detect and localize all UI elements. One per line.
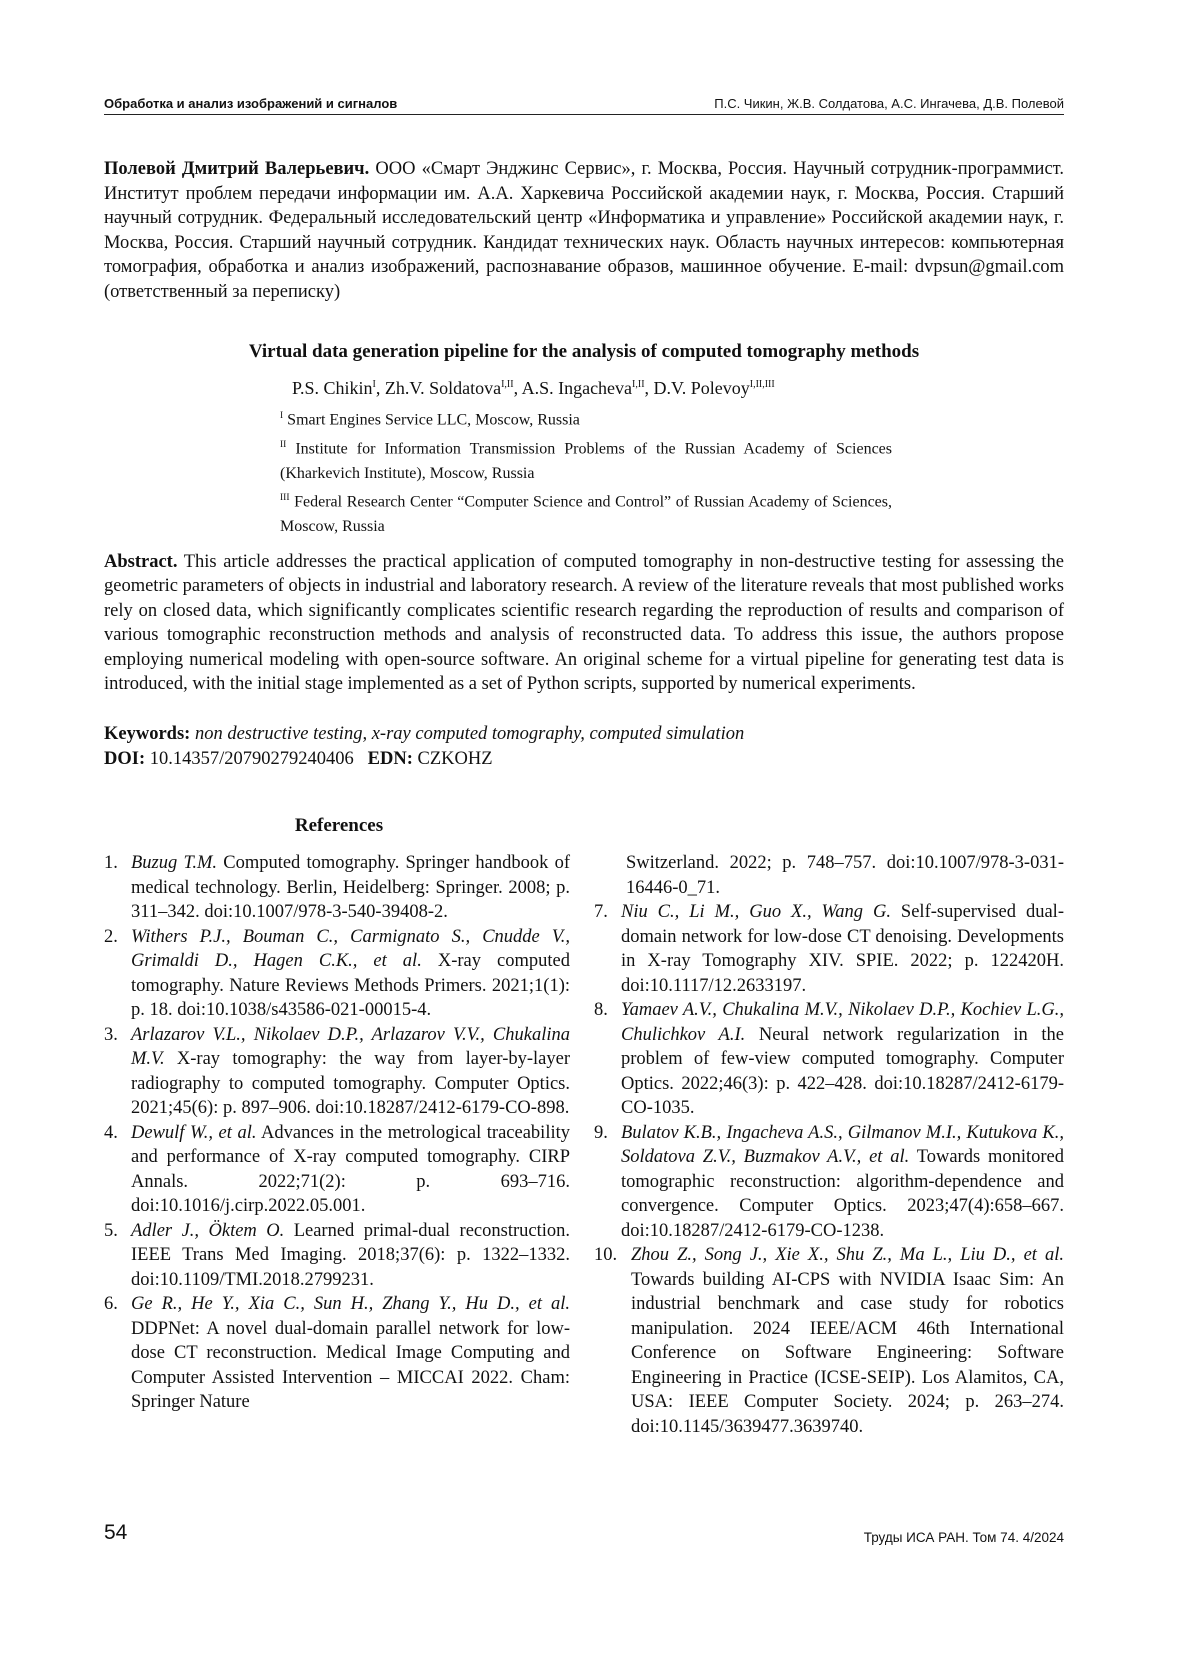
reference-item <box>104 851 570 925</box>
reference-text: Advances in the metrological traceability and performance of X-ray computed tomography. CIRP Annals. 2022;71(2): p. 693–716. doi:10.1016/j.cirp.2022.05.001. <box>131 1122 570 1216</box>
doi-value: 10.14357/20790279240406 <box>145 749 354 769</box>
reference-text: X-ray tomography: the way from layer-by-layer radiography to computed tomography. Computer Optics. 2021;45(6): p. 897–906. doi:10.18287/2412-6179-CO-898. <box>131 1049 570 1118</box>
author-list <box>292 378 775 399</box>
running-header <box>104 92 1064 115</box>
affiliation-sup: I <box>280 411 284 421</box>
reference-number: 1. <box>104 853 118 873</box>
author-name: Zh.V. Soldatova <box>384 378 502 398</box>
author-affil-sup: I <box>372 379 376 390</box>
header-section-title: Обработка и анализ изображений и сигналов <box>104 96 398 111</box>
reference-number: 2. <box>104 926 118 947</box>
author-separator: , <box>644 378 654 398</box>
author-separator: , <box>375 378 385 398</box>
edn-label: EDN: <box>367 749 413 769</box>
affiliation-text: Institute for Information Transmission Problems of the Russian Academy of Sciences (Kharkevich Institute), Moscow, Russia <box>280 440 892 482</box>
abstract-label: Abstract. <box>104 552 178 572</box>
author-affil-sup: I,II <box>501 379 514 390</box>
references-heading: References <box>294 815 384 836</box>
reference-number: 7. <box>594 902 608 922</box>
keywords-label: Keywords: <box>104 724 191 744</box>
reference-number: 5. <box>104 1220 118 1241</box>
affiliation-text: Federal Research Center “Computer Science and Control” of Russian Academy of Sciences, Moscow, Russia <box>280 493 892 535</box>
reference-number: 4. <box>104 1122 118 1143</box>
reference-authors: Zhou Z., Song J., Xie X., Shu Z., Ma L., Liu D., et al. <box>631 1245 1064 1265</box>
reference-item <box>594 1243 1064 1439</box>
reference-authors: Dewulf W., et al. <box>131 1122 257 1143</box>
reference-authors: Bulatov K.B., Ingacheva A.S., Gilmanov M.I., Kutukova K., Soldatova Z.V., Buzmakov A.V., et al. <box>621 1122 1064 1167</box>
reference-authors: Yamaev A.V., Chukalina M.V., Nikolaev D.P., Kochiev L.G., Chulichkov A.I. <box>621 1000 1064 1045</box>
reference-number: 6. <box>104 1294 118 1314</box>
affiliation-sup: III <box>280 493 290 504</box>
affiliation-item <box>280 433 892 486</box>
reference-item <box>104 1219 570 1293</box>
edn-value: CZKOHZ <box>412 749 493 769</box>
reference-text: Neural network regularization in the problem of few-view computed tomography. Computer Optics. 2022;46(3): p. 422–428. doi:10.18287/2412-6179-CO-1035. <box>621 1024 1064 1118</box>
doi-label: DOI: <box>104 749 146 769</box>
reference-item <box>594 900 1064 998</box>
abstract <box>104 550 1064 696</box>
author-bio-name: Полевой Дмитрий Валерьевич. <box>104 159 370 179</box>
reference-item <box>104 1121 570 1219</box>
abstract-text: This article addresses the practical application of computed tomography in non-destructive testing for assessing the geometric parameters of objects in industrial and laboratory research. A review of the literature reveals that most published works rely on closed data, which significantly complicates scientific research regarding the reproduction of results and comparison of various tomographic reconstruction methods and analysis of reconstructed data. To address this issue, the authors propose employing numerical modeling with open-source software. An original scheme for a virtual pipeline for generating test data is introduced, with the initial stage implemented as a set of Python scripts, supported by numerical experiments. <box>104 552 1064 695</box>
reference-item <box>594 998 1064 1121</box>
references-left-column <box>104 851 570 1415</box>
reference-item <box>594 1121 1064 1244</box>
keywords-text: non destructive testing, x-ray computed tomography, computed simulation <box>190 724 745 744</box>
reference-text: Towards monitored tomographic reconstruction: algorithm-dependence and convergence. Computer Optics. 2023;47(4):658–667. doi:10.18287/2412-6179-CO-1238. <box>621 1147 1064 1241</box>
reference-number: 3. <box>104 1024 118 1045</box>
author-separator: , <box>513 378 522 398</box>
author-affil-sup: I,II <box>632 379 645 390</box>
reference-authors: Arlazarov V.L., Nikolaev D.P., Arlazarov V.V., Chukalina M.V. <box>131 1024 570 1069</box>
reference-authors: Adler J., Öktem O. <box>131 1220 285 1241</box>
author-name: P.S. Chikin <box>292 378 373 398</box>
reference-text: Learned primal-dual reconstruction. IEEE Trans Med Imaging. 2018;37(6): p. 1322–1332. doi:10.1109/TMI.2018.2799231. <box>131 1220 570 1290</box>
keywords <box>104 724 1064 745</box>
author-bio <box>104 157 1064 304</box>
reference-text: DDPNet: A novel dual-domain parallel network for low-dose CT reconstruction. Medical Image Computing and Computer Assisted Intervention – MICCAI 2022. Cham: Springer Nature <box>131 1318 570 1412</box>
reference-text: Towards building AI-CPS with NVIDIA Isaac Sim: An industrial benchmark and case study for robotics manipulation. 2024 IEEE/ACM 46th International Conference on Software Engineering: Software Engineering in Practice (ICSE-SEIP). Los Alamitos, CA, USA: IEEE Computer Society. 2024; p. 263–274. doi:10.1145/3639477.3639740. <box>631 1269 1064 1437</box>
reference-text: Computed tomography. Springer handbook of medical technology. Berlin, Heidelberg: Springer. 2008; p. 311–342. doi:10.1007/978-3-540-39408-2. <box>131 853 570 922</box>
affiliation-sup: II <box>280 439 287 450</box>
reference-authors: Niu C., Li M., Guo X., Wang G. <box>621 902 891 922</box>
affiliations <box>280 404 892 539</box>
header-authors: П.С. Чикин, Ж.В. Солдатова, А.С. Ингачева, Д.В. Полевой <box>714 96 1064 111</box>
page-number: 54 <box>104 1521 128 1544</box>
reference-authors: Buzug T.M. <box>131 853 218 873</box>
doi-line <box>104 749 1064 770</box>
reference-number: 10. <box>594 1245 618 1265</box>
affiliation-text: Smart Engines Service LLC, Moscow, Russia <box>283 411 580 429</box>
footer-journal: Труды ИСА РАН. Том 74. 4/2024 <box>863 1530 1064 1545</box>
reference-number: 9. <box>594 1122 608 1143</box>
references-right-column <box>594 851 1064 1439</box>
author-affil-sup: I,II,III <box>749 379 775 390</box>
reference-item <box>104 1023 570 1121</box>
reference-text: X-ray computed tomography. Nature Reviews Methods Primers. 2021;1(1): p. 18. doi:10.1038/s43586-021-00015-4. <box>131 951 570 1020</box>
affiliation-item <box>280 404 892 433</box>
reference-continuation: Switzerland. 2022; p. 748–757. doi:10.1007/978-3-031-16446-0_71. <box>626 853 1064 898</box>
reference-authors: Ge R., He Y., Xia C., Sun H., Zhang Y., Hu D., et al. <box>131 1294 570 1314</box>
reference-number: 8. <box>594 1000 608 1020</box>
reference-authors: Withers P.J., Bouman C., Carmignato S., Cnudde V., Grimaldi D., Hagen C.K., et al. <box>131 926 570 971</box>
reference-item <box>104 1292 570 1415</box>
paper-title: Virtual data generation pipeline for the analysis of computed tomography methods <box>248 341 920 362</box>
author-bio-text: ООО «Смарт Энджинс Сервис», г. Москва, Россия. Научный сотрудник-программист. Институт проблем передачи информации им. А.А. Харкевича Российской академии наук, г. Москва, Россия. Старший научный сотрудник. Федеральный исследовательский центр «Информатика и управление» Российской академии наук, г. Москва, Россия. Старший научный сотрудник. Кандидат технических наук. Область научных интересов: компьютерная томография, обработка и анализ изображений, распознавание образов, машинное обучение. E-mail: dvpsun@gmail.com (ответственный за переписку) <box>104 159 1064 302</box>
author-name: A.S. Ingacheva <box>521 378 633 398</box>
author-name: D.V. Polevoy <box>653 378 750 398</box>
reference-item <box>104 925 570 1023</box>
affiliation-item <box>280 486 892 539</box>
reference-text: Self-supervised dual-domain network for low-dose CT denoising. Developments in X-ray Tomography XIV. SPIE. 2022; p. 122420H. doi:10.1117/12.2633197. <box>621 902 1064 996</box>
